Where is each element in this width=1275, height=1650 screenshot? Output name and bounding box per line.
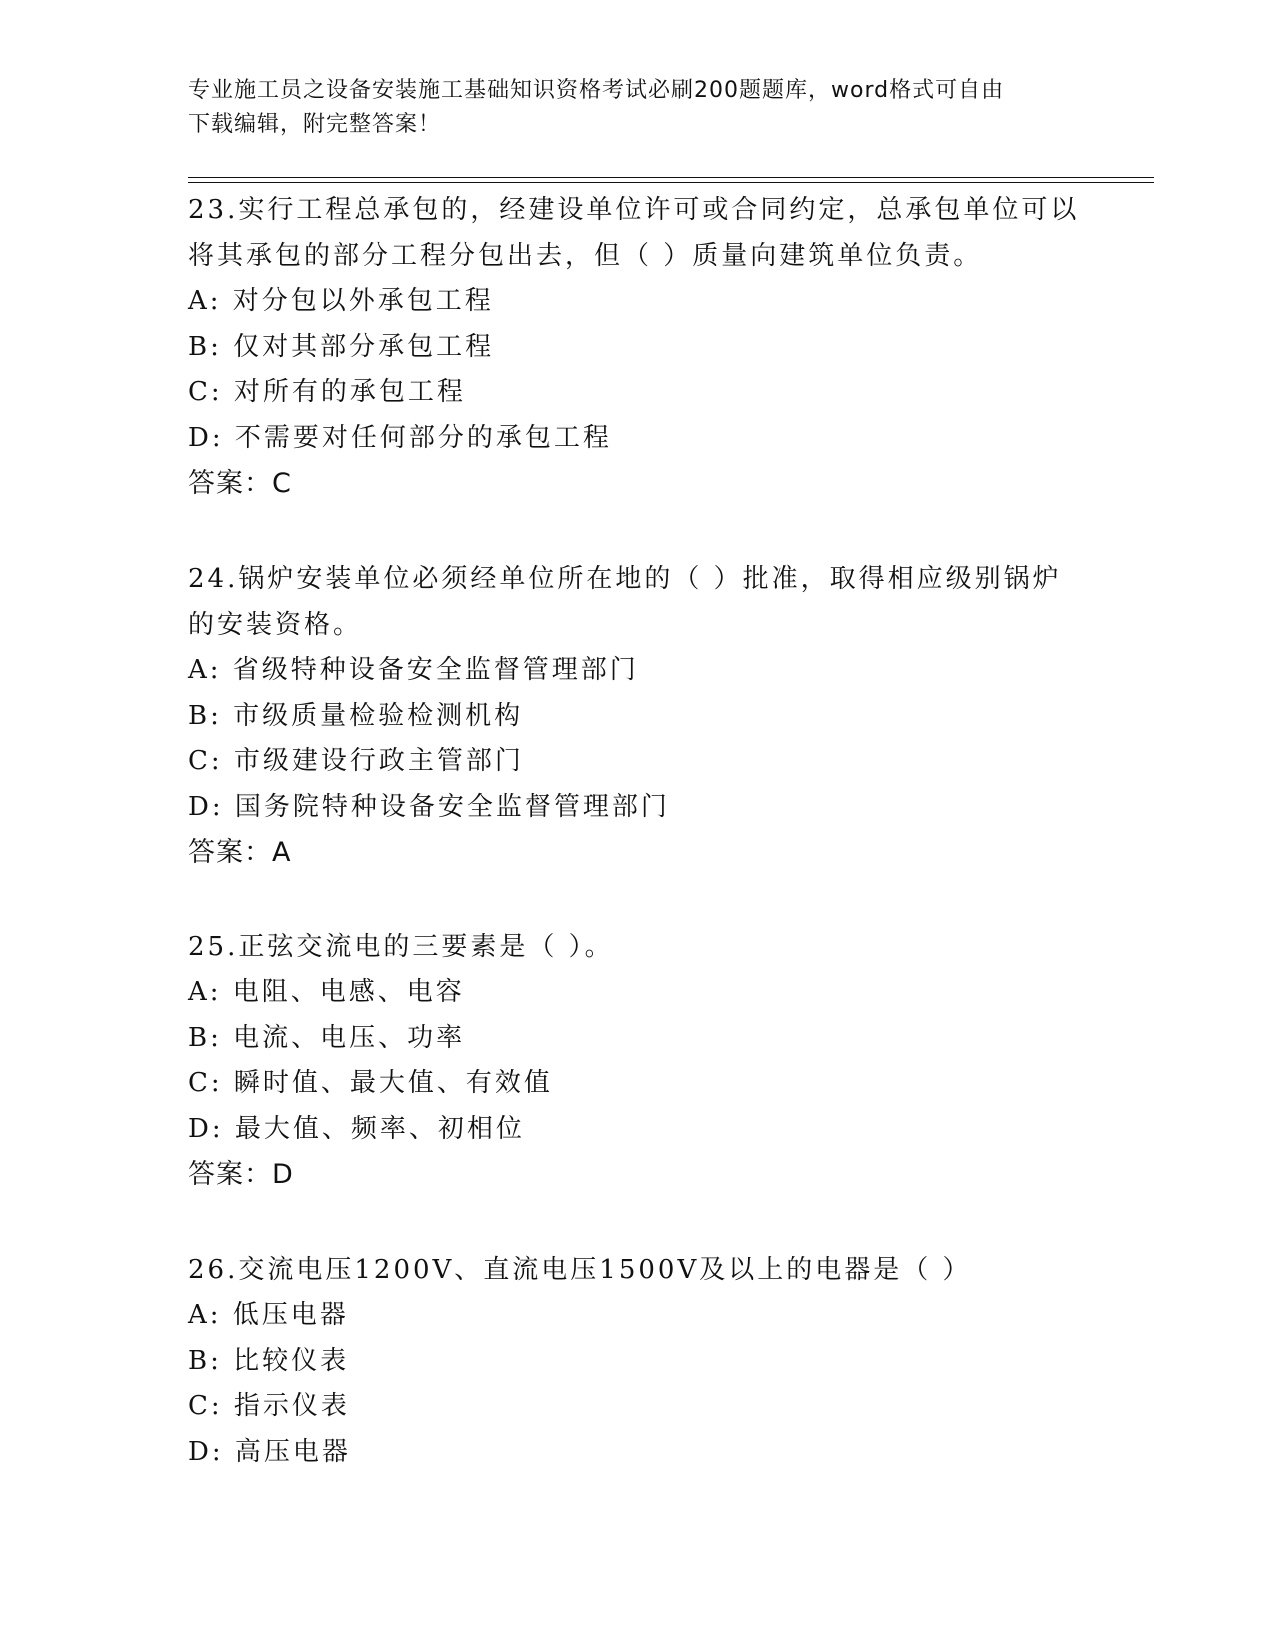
header-title-line-1: 专业施工员之设备安装施工基础知识资格考试必刷200题题库，word格式可自由	[188, 78, 1005, 103]
header-divider-bottom	[188, 182, 1154, 183]
question-text-line-1: 锅炉安装单位必须经单位所在地的（ ）批准，取得相应级别锅炉	[238, 564, 1062, 594]
question-text-line-1: 实行工程总承包的，经建设单位许可或合同约定，总承包单位可以	[238, 195, 1080, 225]
question-stem	[188, 556, 1088, 602]
option-a: A: 低压电器	[188, 1300, 349, 1330]
header-title-line-2: 下载编辑，附完整答案！	[188, 112, 442, 137]
answer: 答案：C	[188, 468, 292, 499]
option-b: B: 仅对其部分承包工程	[188, 331, 495, 362]
question-24	[188, 556, 1088, 876]
option-c: C: 对所有的承包工程	[188, 377, 466, 407]
question-text-line-1: 交流电压1200V、直流电压1500V及以上的电器是（ ）	[238, 1255, 972, 1285]
option-d: D: 最大值、频率、初相位	[188, 1113, 525, 1144]
question-stem	[188, 924, 1088, 970]
question-number: 26.	[188, 1255, 239, 1285]
option-c: C: 指示仪表	[188, 1391, 350, 1421]
question-text-line-2: 的安装资格。	[188, 610, 363, 640]
option-a: A: 电阻、电感、电容	[188, 977, 465, 1007]
option-d: D: 不需要对任何部分的承包工程	[188, 422, 612, 453]
question-stem	[188, 187, 1088, 233]
option-c: C: 市级建设行政主管部门	[188, 746, 524, 776]
option-a: A: 对分包以外承包工程	[188, 286, 494, 316]
option-d: D: 高压电器	[188, 1436, 351, 1467]
option-b: B: 市级质量检验检测机构	[188, 700, 524, 731]
question-stem	[188, 1247, 1088, 1293]
question-25	[188, 924, 1088, 1198]
question-number: 25.	[188, 932, 239, 962]
document-header	[188, 74, 1088, 142]
option-c: C: 瞬时值、最大值、有效值	[188, 1068, 553, 1098]
question-23	[188, 187, 1088, 507]
option-d: D: 国务院特种设备安全监督管理部门	[188, 791, 670, 822]
answer: 答案：A	[188, 837, 292, 868]
option-a: A: 省级特种设备安全监督管理部门	[188, 655, 639, 685]
question-text-line-2: 将其承包的部分工程分包出去，但（ ）质量向建筑单位负责。	[188, 241, 983, 271]
option-b: B: 比较仪表	[188, 1345, 350, 1376]
question-number: 23.	[188, 195, 239, 225]
question-26	[188, 1247, 1088, 1475]
question-number: 24.	[188, 564, 239, 594]
option-b: B: 电流、电压、功率	[188, 1022, 466, 1053]
answer: 答案：D	[188, 1159, 294, 1190]
question-text-line-1: 正弦交流电的三要素是（ ）。	[238, 932, 614, 962]
header-divider-top	[188, 177, 1154, 178]
